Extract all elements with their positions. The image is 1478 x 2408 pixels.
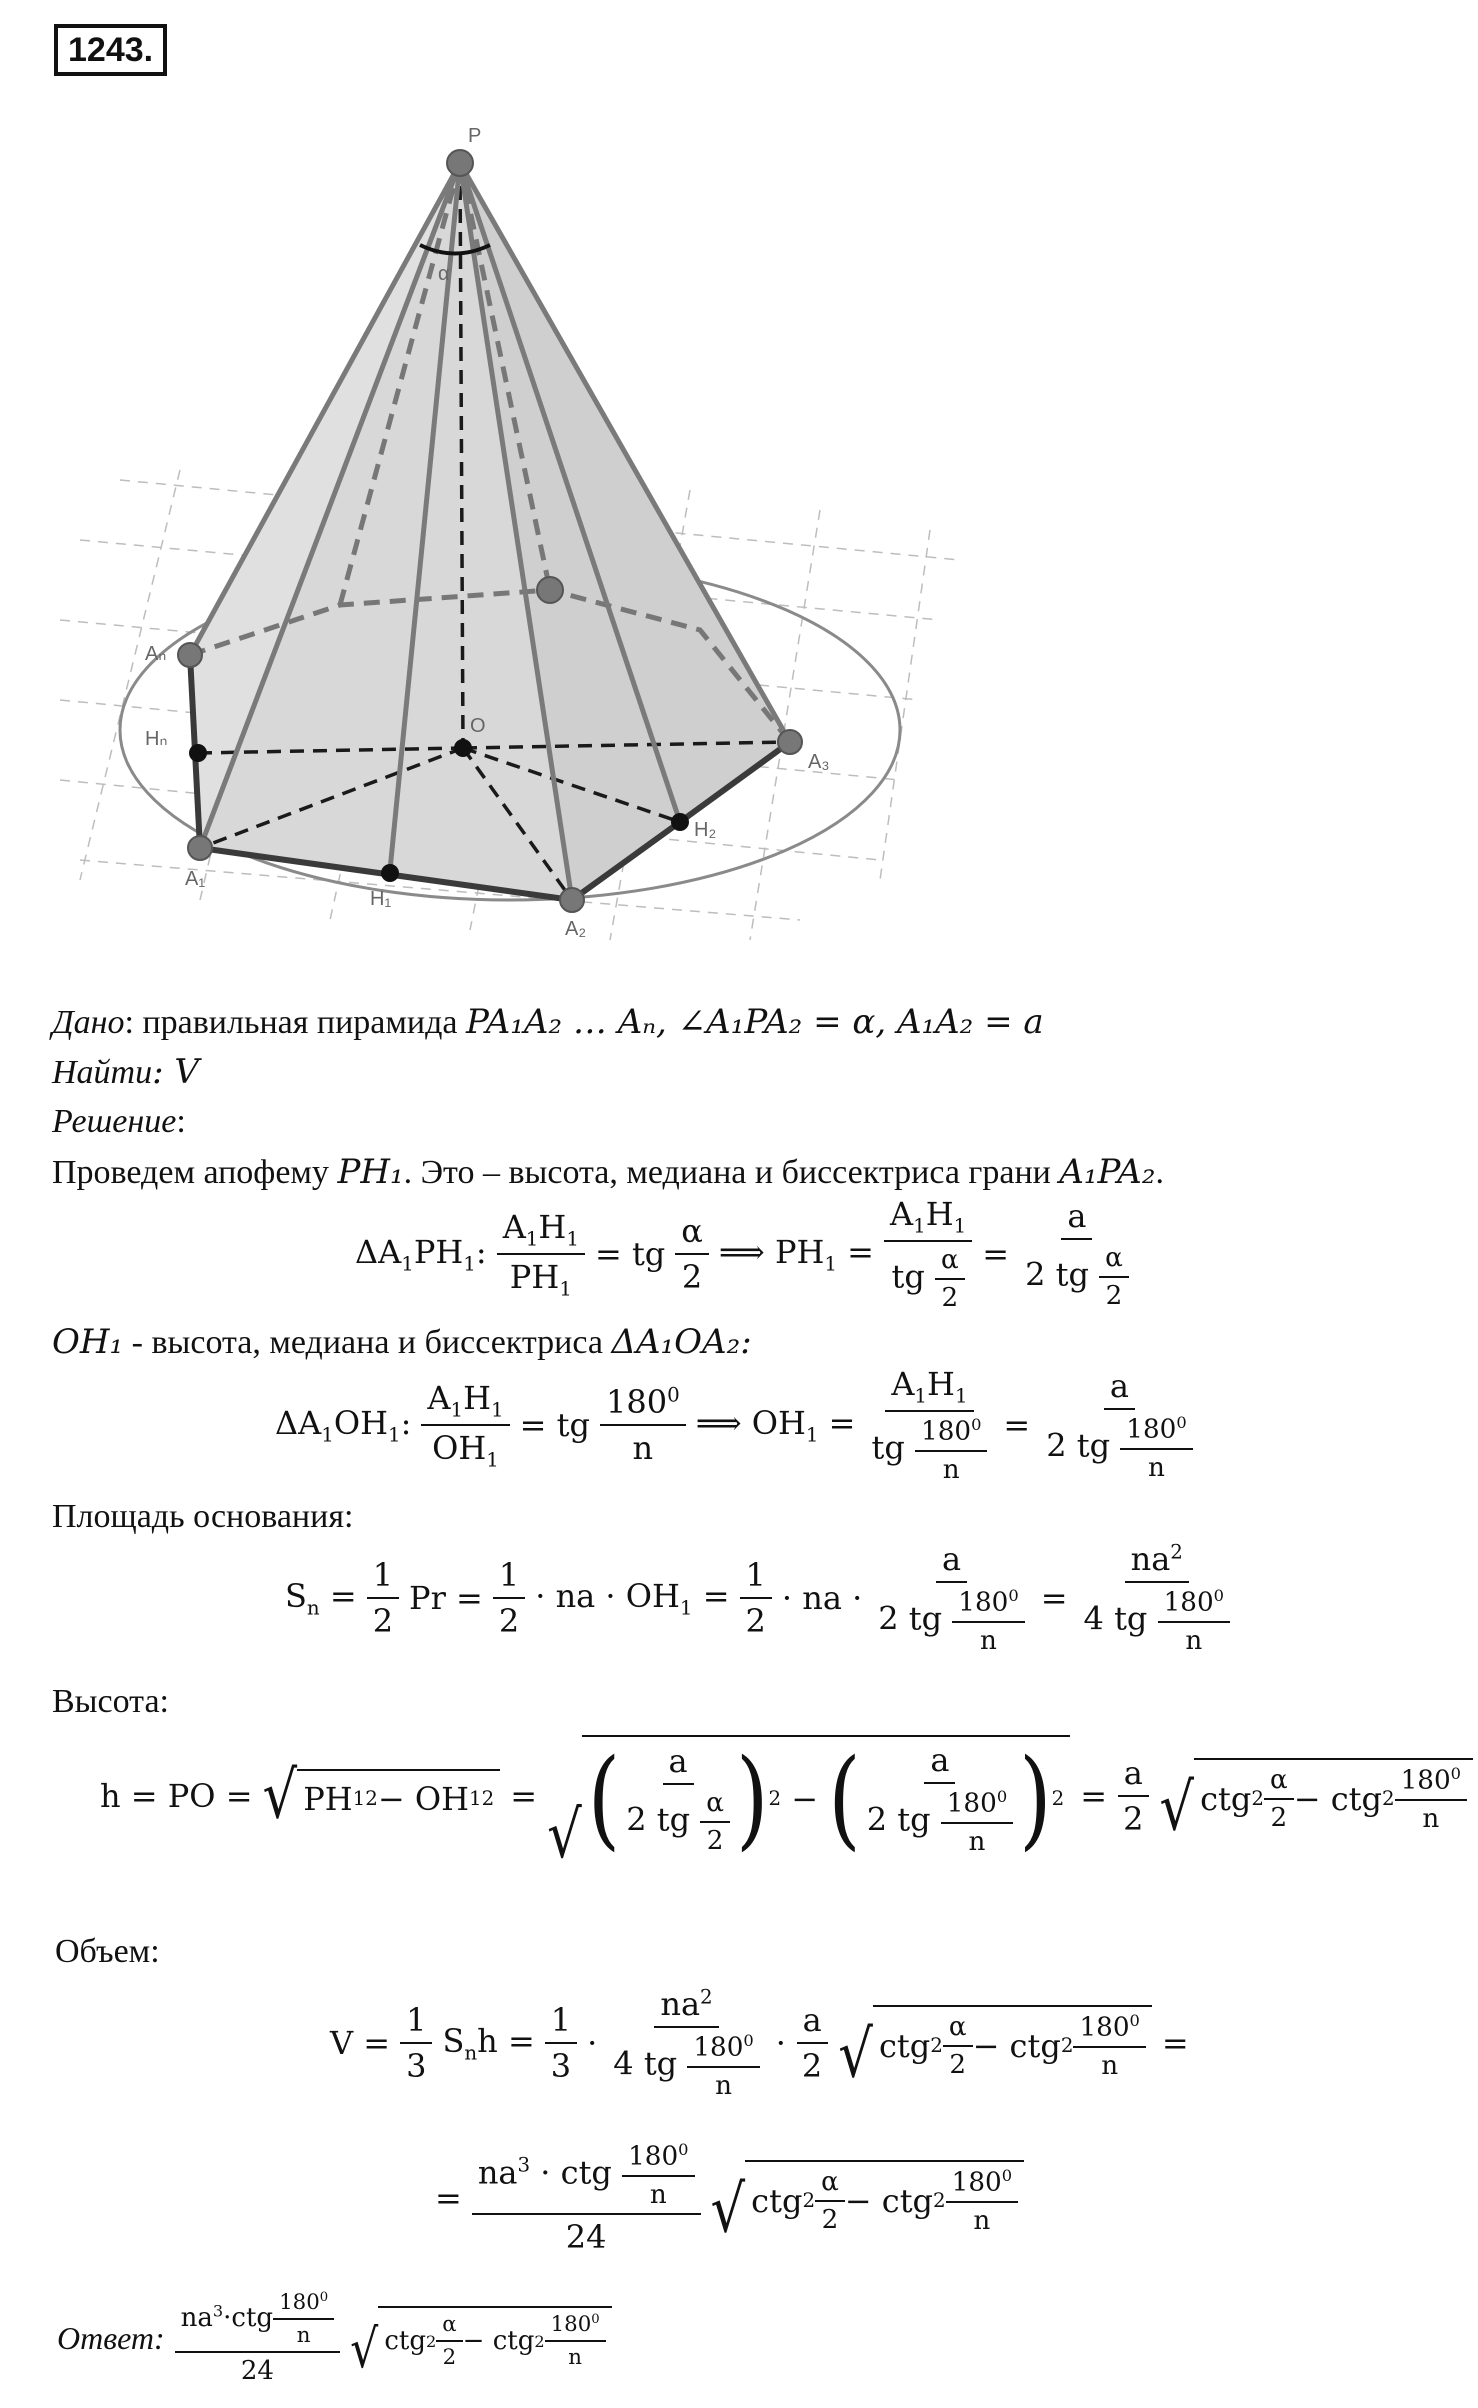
label-A1: A₁ — [185, 868, 206, 890]
label-alpha: α — [438, 263, 450, 285]
label-An: Aₙ — [145, 643, 167, 665]
label-A3: A₃ — [808, 751, 830, 773]
apothem-line — [52, 1150, 1164, 1195]
formula-volume-result: = $na^3$ · ctg $\frac{180^0}{n}$ 24 √ ctg 2 $\frac{\alpha}{2}$ − ctg 2 $\frac{180^0}{n}$ — [430, 2140, 1029, 2256]
label-P: P — [468, 125, 482, 147]
label-A2: A₂ — [565, 918, 587, 940]
apothem-face: A₁PA₂ — [1059, 1152, 1156, 1192]
formula-volume: V = $\frac{1}{3}$ $S_nh$ = $\frac{1}{3}$ · $na^2$ 4 tg $\frac{180^0}{n}$ · $\frac{a}{2}$ √ ctg 2 $\frac{\alpha}{2}$ − ctg 2 $\frac{180^0}{n}$ = — [330, 1985, 1189, 2101]
label-H2: H₂ — [694, 819, 717, 841]
given-math: PA₁A₂ … Aₙ, ∠A₁PA₂ = α, A₁A₂ = a — [465, 1002, 1044, 1042]
solution-suffix: : — [176, 1103, 186, 1140]
pyramid-figure — [0, 0, 1400, 980]
solution-line — [52, 1100, 186, 1144]
given-label: Дано — [52, 1004, 125, 1041]
find-math: : V — [152, 1052, 199, 1092]
volume-label: Объем: — [55, 1933, 160, 1970]
apothem-end: . — [1155, 1154, 1164, 1191]
apothem-rest: . Это – высота, медиана и биссектриса грани — [403, 1154, 1060, 1191]
solution-label: Решение — [52, 1103, 177, 1140]
formula-ph1: $\Delta A_1PH_1$: $\frac{A_1H_1}{PH_1}$ = tg $\frac{\alpha}{2}$ ⟹ $PH_1$ = $A_1H_1$ tg $\frac{\alpha}{2}$ = a 2 tg $\frac{\alpha}{2}$ — [350, 1195, 1140, 1313]
find-label: Найти — [52, 1054, 153, 1091]
formula-height: h = PO = √ PH 1 2 − OH 1 2 = √ ( a 2 tg $\frac{\alpha}{2}$ ) 2 − ( a 2 tg $\frac{180^0}{n}$ ) 2 = $\frac{a}{2}$ √ ctg 2 $\frac{\alpha}{2}$ − ctg 2 $\frac{180^0}{n}$ — [95, 1735, 1478, 1857]
formula-oh1: $\Delta A_1OH_1$: $\frac{A_1H_1}{OH_1}$ = tg $\frac{180^0}{n}$ ⟹ $OH_1$ = $A_1H_1$ tg $\frac{180^0}{n}$ = a 2 tg $\frac{180^0}{n}$ — [270, 1365, 1204, 1485]
given-line — [52, 1000, 1044, 1045]
height-label: Высота: — [52, 1683, 169, 1720]
apothem-var: PH₁ — [337, 1152, 404, 1192]
apothem-text: Проведем апофему — [52, 1154, 329, 1191]
answer-line: Ответ: $na^3\cdot ctg$ $\frac{180^0}{n}$ 24 √ ctg 2 $\frac{\alpha}{2}$ − ctg 2 $\frac{180^0}{n}$ — [52, 2290, 617, 2386]
formula-base-area: $S_n$ = $\frac{1}{2}$ Pr = $\frac{1}{2}$ · na · $OH_1$ = $\frac{1}{2}$ · na · a 2 tg $\frac{180^0}{n}$ = $na^2$ 4 tg $\frac{180^0}{n}$ — [280, 1540, 1241, 1656]
oh-tri: ΔA₁OA₂: — [611, 1322, 752, 1362]
oh1-line — [52, 1320, 752, 1365]
label-H1: H₁ — [370, 888, 392, 910]
base-area-label: Площадь основания: — [52, 1498, 354, 1535]
label-O: O — [470, 715, 486, 737]
problem-number: 1243. — [54, 24, 167, 76]
oh-var: OH₁ — [52, 1322, 124, 1362]
given-text: : правильная пирамида — [124, 1004, 466, 1041]
oh-text: - высота, медиана и биссектриса — [123, 1324, 612, 1361]
label-Hn: Hₙ — [145, 728, 168, 750]
answer-label: Ответ — [57, 2319, 154, 2356]
find-line — [52, 1050, 199, 1095]
